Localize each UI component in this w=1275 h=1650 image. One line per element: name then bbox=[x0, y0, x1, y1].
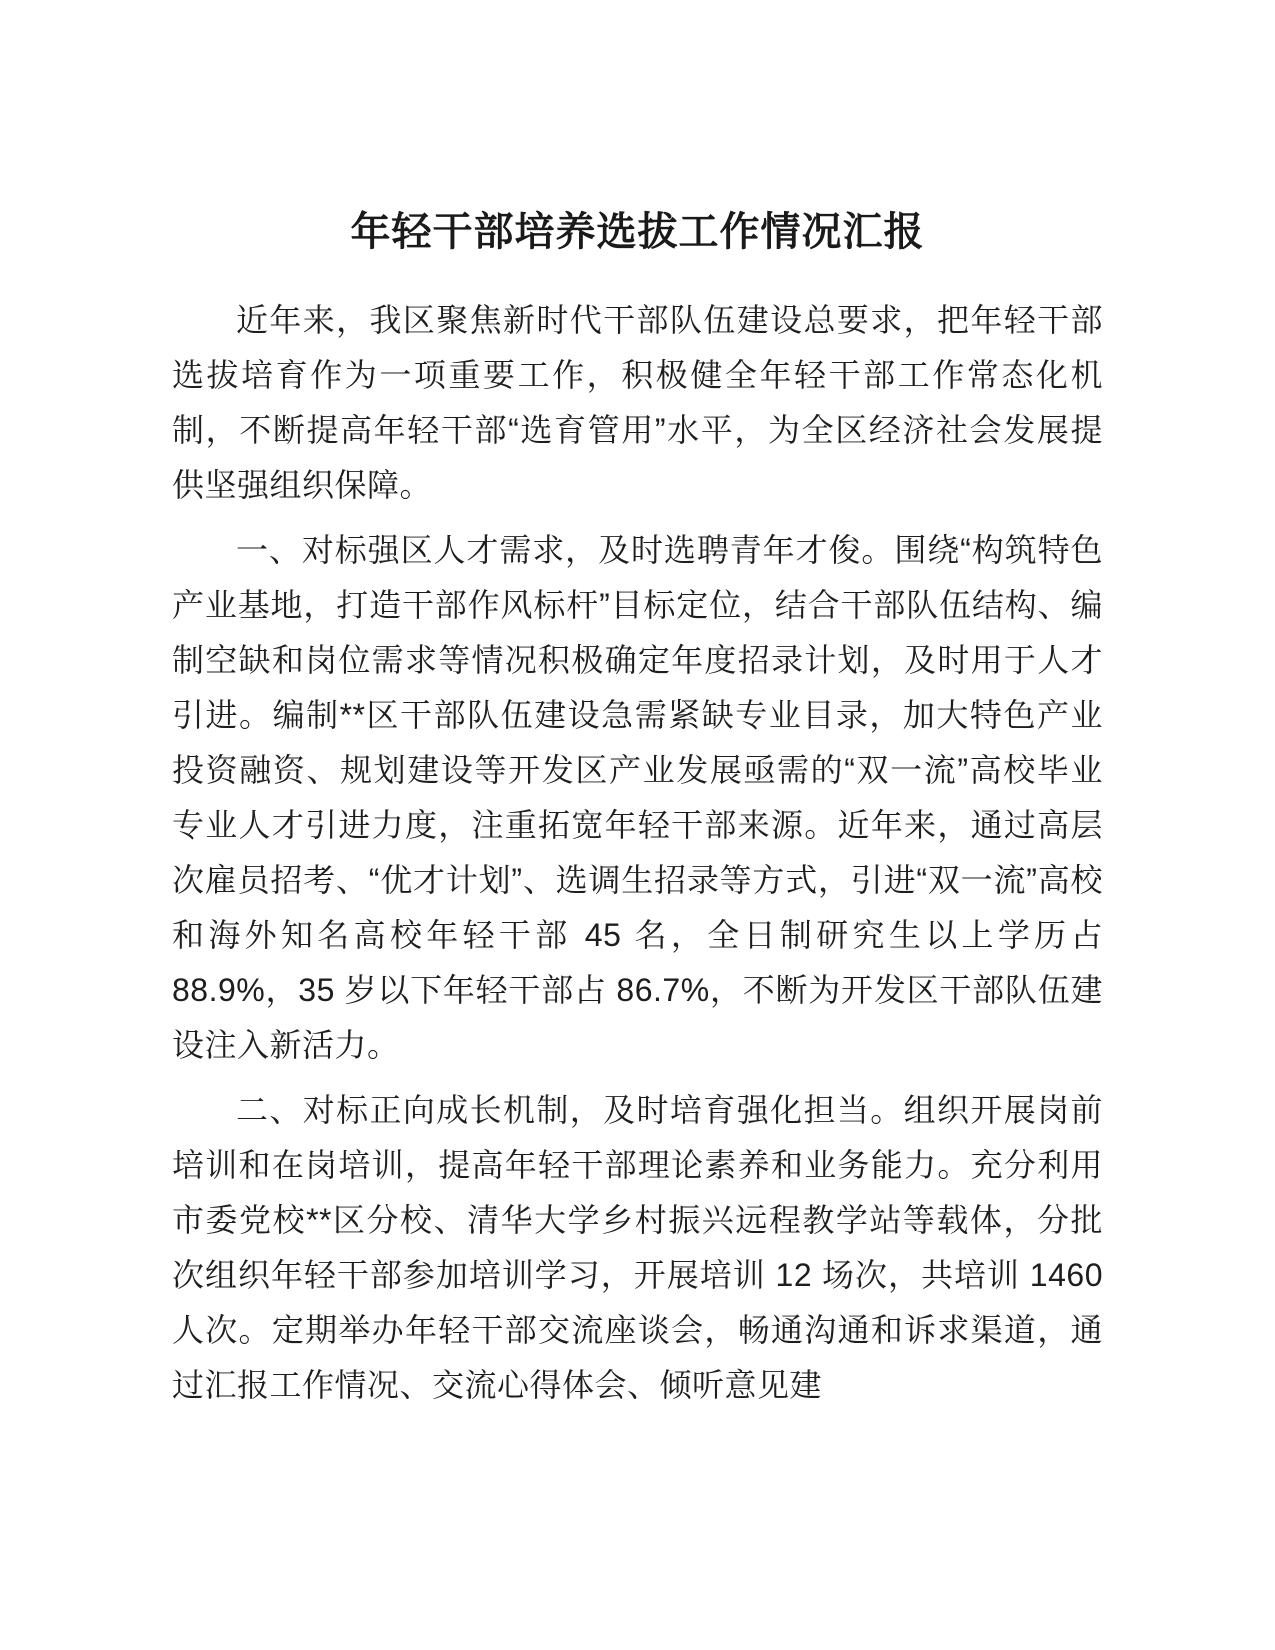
paragraph-section-2: 二、对标正向成长机制，及时培育强化担当。组织开展岗前培训和在岗培训，提高年轻干部理论素养和业务能力。充分利用市委党校**区分校、清华大学乡村振兴远程教学站等载体，分批次组织年轻干部参加培训学习，开展培训 12 场次，共培训 1460 人次。定期举办年轻干部交流座谈会，畅通沟通和诉求渠道，通过汇报工作情况、交流心得体会、倾听意见建 bbox=[172, 1092, 1103, 1403]
document-title: 年轻干部培养选拔工作情况汇报 bbox=[350, 210, 925, 254]
paragraph-intro: 近年来，我区聚焦新时代干部队伍建设总要求，把年轻干部选拔培育作为一项重要工作，积极健全年轻干部工作常态化机制，不断提高年轻干部“选育管用”水平，为全区经济社会发展提供坚强组织保障。 bbox=[172, 302, 1103, 503]
paragraph-section-1: 一、对标强区人才需求，及时选聘青年才俊。围绕“构筑特色产业基地，打造干部作风标杆”目标定位，结合干部队伍结构、编制空缺和岗位需求等情况积极确定年度招录计划，及时用于人才引进。编制**区干部队伍建设急需紧缺专业目录，加大特色产业投资融资、规划建设等开发区产业发展亟需的“双一流”高校毕业专业人才引进力度，注重拓宽年轻干部来源。近年来，通过高层次雇员招考、“优才计划”、选调生招录等方式，引进“双一流”高校和海外知名高校年轻干部 45 名，全日制研究生以上学历占 88.9%，35 岁以下年轻干部占 86.7%，不断为开发区干部队伍建设注入新活力。 bbox=[172, 532, 1103, 1063]
